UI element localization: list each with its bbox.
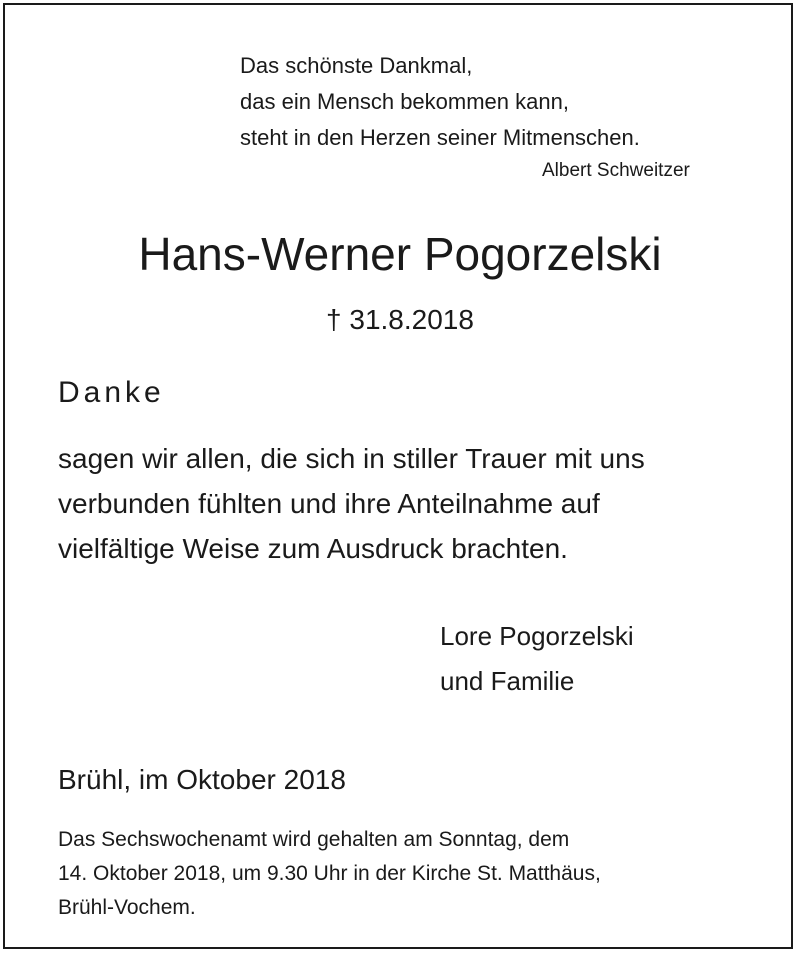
quote-line: steht in den Herzen seiner Mitmenschen. bbox=[240, 125, 640, 150]
signature-line: und Familie bbox=[440, 666, 575, 696]
thanks-message bbox=[58, 436, 645, 571]
message-line: sagen wir allen, die sich in stiller Trauer mit uns bbox=[58, 443, 645, 474]
epigraph-quote bbox=[240, 48, 640, 156]
message-line: vielfältige Weise zum Ausdruck brachten. bbox=[58, 533, 568, 564]
deceased-name: Hans-Werner Pogorzelski bbox=[138, 228, 662, 280]
memorial-service-notice bbox=[58, 823, 601, 925]
thanks-heading: Danke bbox=[58, 376, 165, 409]
notice-line: Brühl-Vochem. bbox=[58, 896, 196, 919]
quote-author: Albert Schweitzer bbox=[542, 160, 690, 181]
quote-line: Das schönste Dankmal, bbox=[240, 53, 473, 78]
notice-line: Das Sechswochenamt wird gehalten am Sonntag, dem bbox=[58, 828, 570, 851]
death-date: † 31.8.2018 bbox=[326, 304, 474, 335]
signature-line: Lore Pogorzelski bbox=[440, 621, 634, 651]
message-line: verbunden fühlten und ihre Anteilnahme auf bbox=[58, 488, 600, 519]
quote-line: das ein Mensch bekommen kann, bbox=[240, 89, 569, 114]
notice-line: 14. Oktober 2018, um 9.30 Uhr in der Kirche St. Matthäus, bbox=[58, 862, 601, 885]
place-and-date: Brühl, im Oktober 2018 bbox=[58, 764, 346, 795]
family-signature bbox=[440, 614, 634, 704]
